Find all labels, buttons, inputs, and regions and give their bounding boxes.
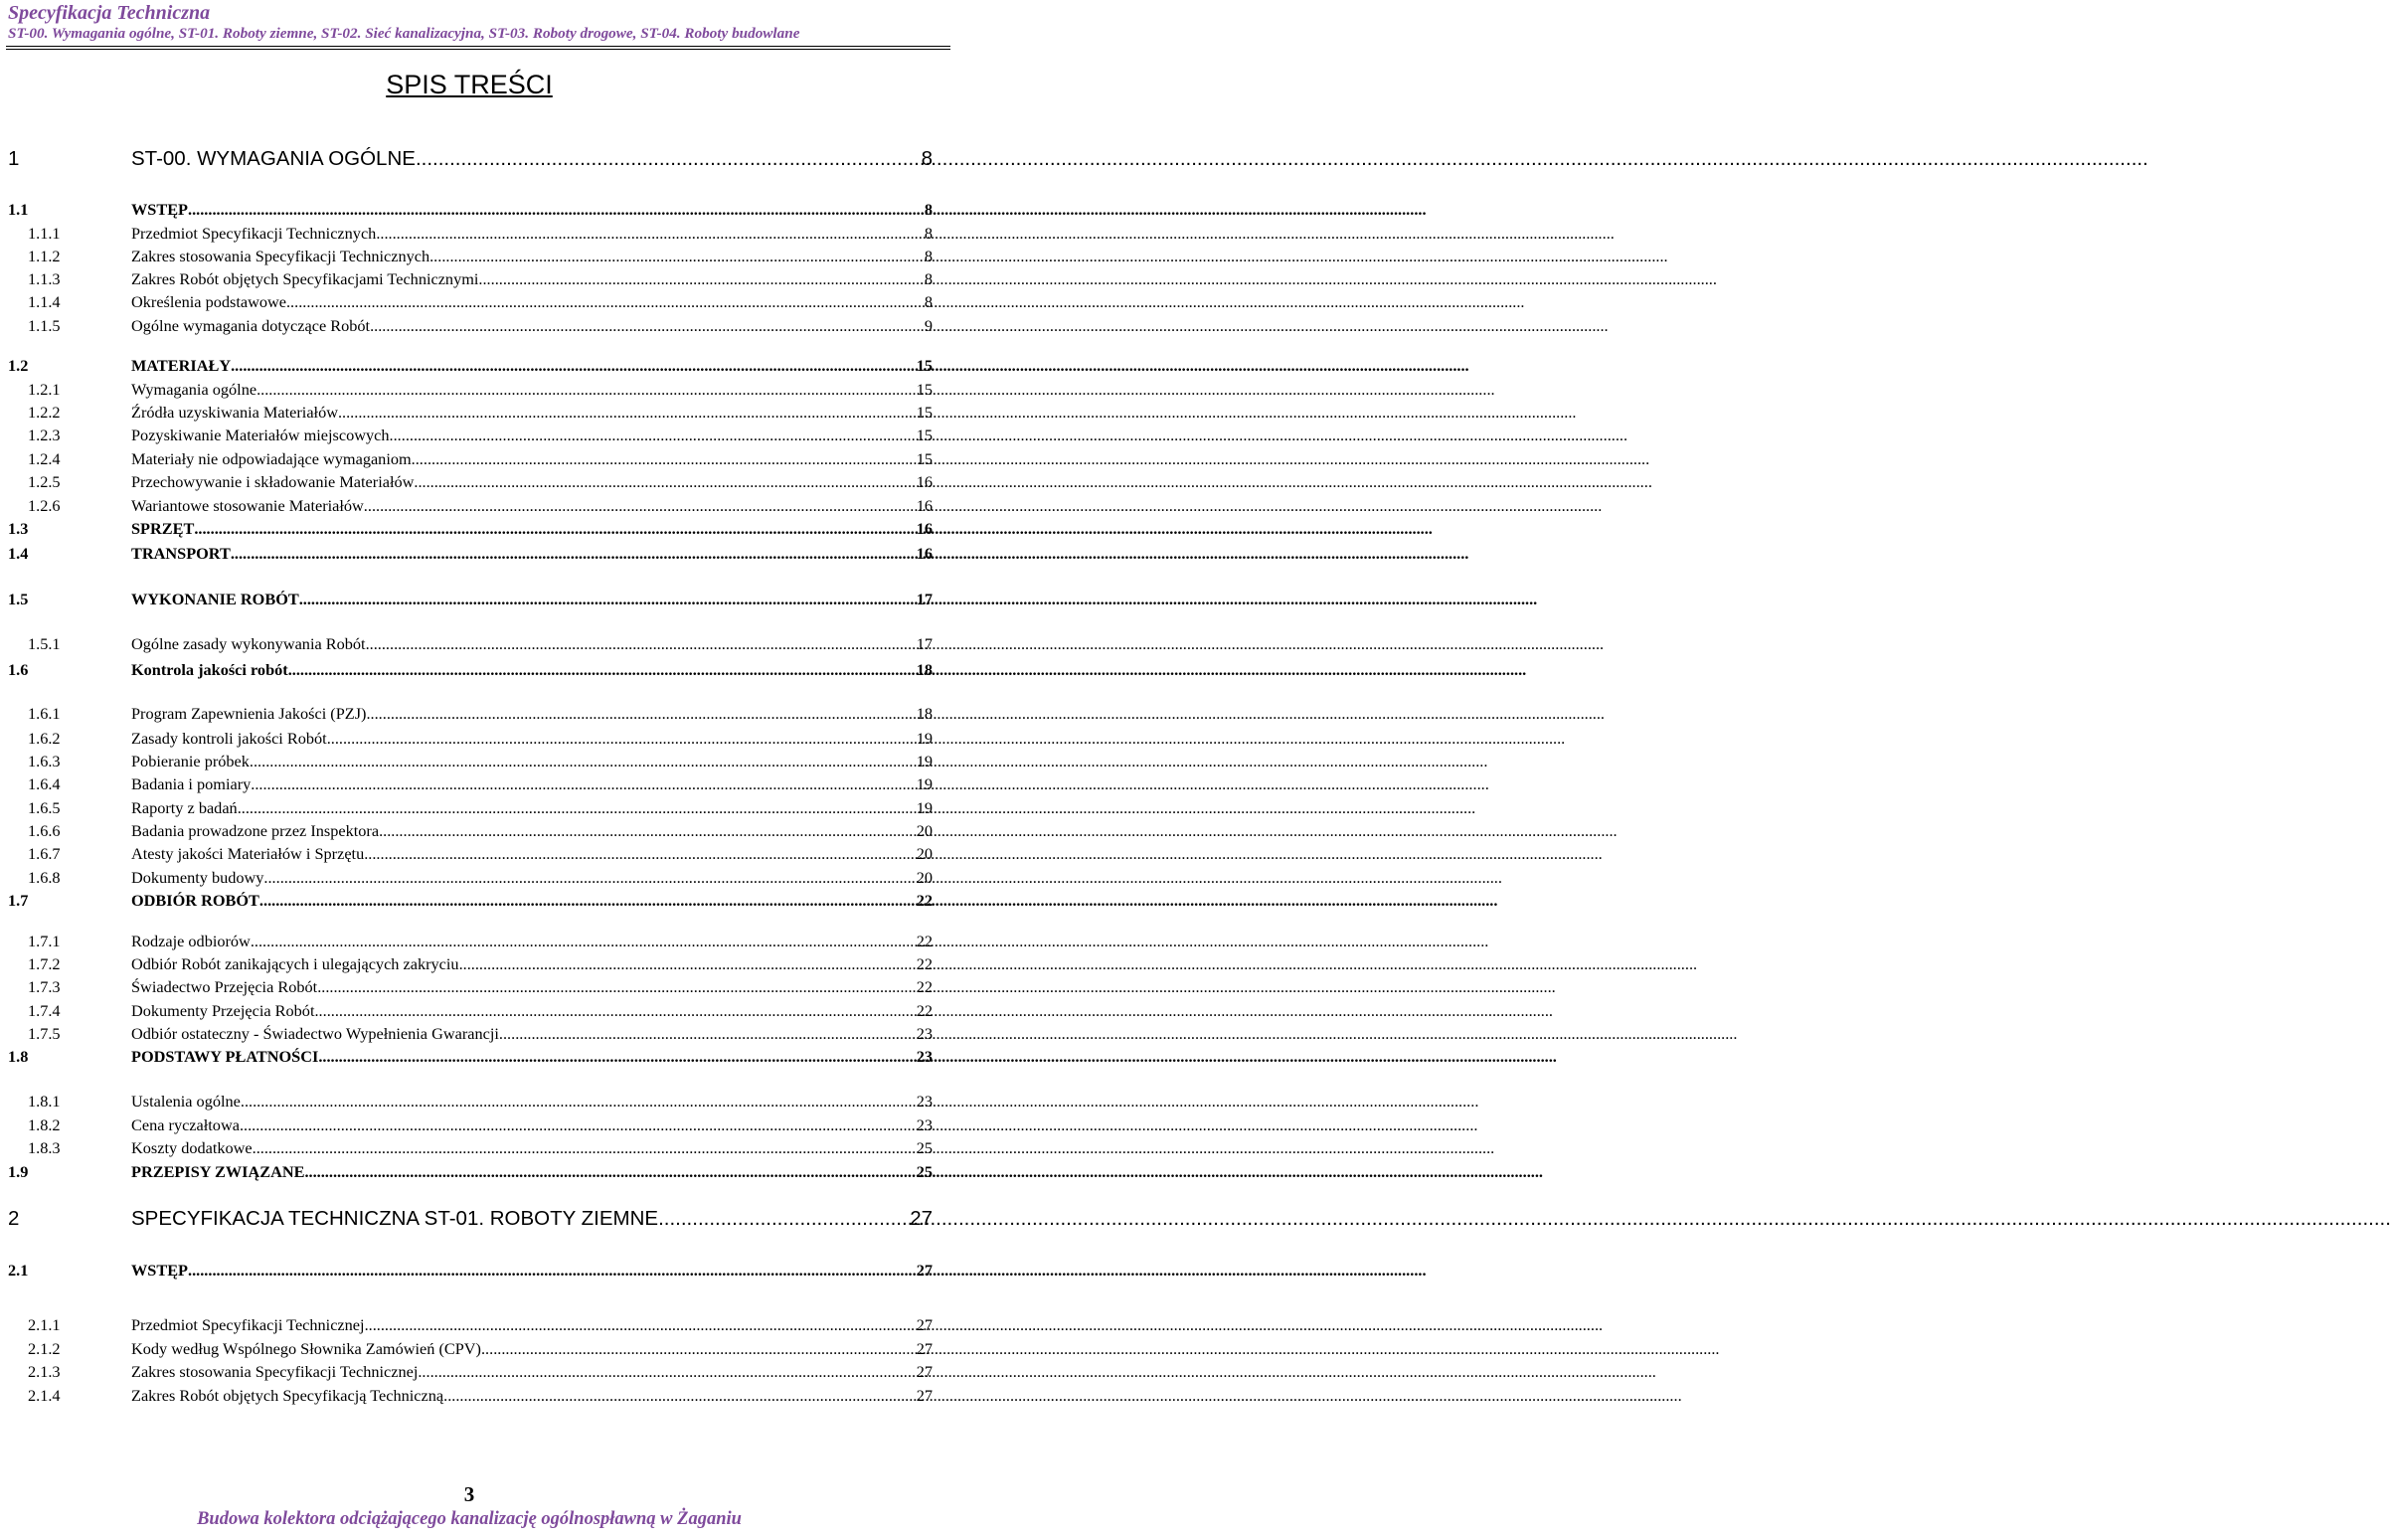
toc-entry-title: Zasady kontroli jakości Robót (131, 729, 327, 748)
toc-entry-leader (194, 519, 916, 539)
footer-title: Budowa kolektora odciążającego kanalizację ogólnospławną w Żaganiu (197, 1509, 742, 1529)
toc-entry[interactable] (8, 977, 933, 997)
toc-entry-number: 1.8 (8, 1047, 29, 1066)
toc-entry[interactable] (8, 660, 933, 680)
toc-entry-page: 8 (924, 200, 933, 219)
toc-entry-leader (240, 1115, 917, 1135)
toc-entry-number: 1.2.6 (28, 496, 61, 515)
toc-entry[interactable] (8, 1001, 933, 1021)
toc-entry-number: 1.6.1 (28, 704, 61, 723)
table-of-contents (0, 0, 954, 1540)
page-number: 3 (463, 1482, 475, 1506)
toc-entry-page: 22 (916, 891, 933, 910)
toc-entry-number: 1.1.2 (28, 247, 61, 265)
toc-entry-title: Materiały nie odpowiadające wymaganiom (131, 449, 412, 468)
toc-entry-page: 16 (916, 519, 933, 538)
toc-entry-title: Zakres Robót objętych Specyfikacjami Technicznymi (131, 269, 479, 288)
toc-entry[interactable] (8, 729, 933, 749)
toc-entry-number: 2 (8, 1207, 20, 1230)
toc-entry-number: 1.7.5 (28, 1024, 61, 1043)
toc-entry-page: 15 (916, 426, 933, 444)
toc-entry-number: 1.6.3 (28, 752, 61, 770)
toc-entry-number: 1.4 (8, 544, 29, 563)
toc-entry[interactable] (8, 403, 933, 423)
toc-entry-title: Przedmiot Specyfikacji Technicznej (131, 1315, 365, 1334)
toc-entry-leader (263, 868, 916, 888)
toc-entry-page: 25 (916, 1162, 933, 1181)
toc-entry[interactable] (8, 1024, 933, 1044)
toc-entry-page: 22 (916, 954, 933, 973)
toc-entry-page: 27 (910, 1207, 933, 1230)
toc-entry-title: Cena ryczałtowa (131, 1115, 240, 1134)
toc-entry-leader (390, 426, 917, 445)
toc-entry-leader (327, 729, 917, 749)
toc-entry-leader (379, 821, 917, 841)
toc-entry-title: Badania prowadzone przez Inspektora (131, 821, 380, 840)
toc-entry-number: 1.7.2 (28, 954, 61, 973)
toc-entry-page: 27 (916, 1261, 933, 1280)
toc-entry-leader (499, 1024, 917, 1044)
toc-entry-leader (231, 544, 917, 564)
toc-entry-leader (250, 752, 917, 771)
toc-entry[interactable] (8, 891, 933, 911)
toc-entry-leader (188, 1261, 917, 1281)
toc-entry[interactable] (8, 752, 933, 771)
toc-entry-title: Program Zapewnienia Jakości (PZJ) (131, 704, 367, 723)
toc-entry-title: WSTĘP (131, 200, 189, 219)
toc-entry-number: 1.1.5 (28, 316, 61, 335)
toc-entry-title: ST-00. WYMAGANIA OGÓLNE (131, 147, 416, 170)
toc-entry-leader (256, 380, 917, 400)
toc-entry-leader (418, 1362, 916, 1382)
toc-entry-leader (318, 1047, 916, 1067)
header-subtitle: ST-00. Wymagania ogólne, ST-01. Roboty ziemne, ST-02. Sieć kanalizacyjna, ST-03. Roboty drogowe, ST-04. Roboty budowlane (8, 25, 800, 42)
toc-entry-page: 22 (916, 1001, 933, 1020)
toc-entry[interactable] (8, 224, 933, 244)
toc-entry-title: Zakres stosowania Specyfikacji Technicznych (131, 247, 430, 265)
toc-entry[interactable] (8, 269, 933, 289)
toc-entry-leader (256, 1138, 917, 1158)
toc-entry-page: 15 (916, 380, 933, 399)
toc-entry-number: 1.6.4 (28, 774, 61, 793)
toc-entry-title: Koszty dodatkowe. (131, 1138, 256, 1157)
toc-entry-leader (251, 932, 917, 951)
toc-entry-leader (370, 316, 925, 336)
toc-entry-title: Określenia podstawowe (131, 292, 286, 311)
toc-entry-number: 1.2.4 (28, 449, 61, 468)
toc-entry-page: 25 (916, 1138, 933, 1157)
toc-entry-title: PODSTAWY PŁATNOŚCI (131, 1047, 319, 1066)
toc-entry-number: 1.7.3 (28, 977, 61, 996)
toc-entry-number: 2.1 (8, 1261, 29, 1280)
toc-entry-title: Świadectwo Przejęcia Robót (131, 977, 318, 996)
toc-entry-number: 1.7.1 (28, 932, 61, 950)
toc-entry-page: 8 (924, 247, 933, 265)
toc-entry[interactable] (8, 316, 933, 336)
toc-entry-number: 1.2.1 (28, 380, 61, 399)
toc-entry-leader (365, 1315, 917, 1335)
toc-entry-number: 1.7.4 (28, 1001, 61, 1020)
toc-entry-number: 1.5 (8, 590, 29, 608)
toc-entry-number: 1.6.2 (28, 729, 61, 748)
toc-entry-title: Pozyskiwanie Materiałów miejscowych (131, 426, 390, 444)
toc-entry-leader (241, 1092, 917, 1112)
toc-entry-page: 18 (916, 660, 933, 679)
toc-entry-page: 8 (924, 269, 933, 288)
toc-entry-title: Kody według Wspólnego Słownika Zamówień (CPV) (131, 1339, 481, 1358)
toc-entry-title: Odbiór ostateczny - Świadectwo Wypełnienia Gwarancji (131, 1024, 499, 1043)
toc-entry-number: 1.5.1 (28, 634, 61, 653)
toc-entry-page: 19 (916, 729, 933, 748)
toc-entry-title: Badania i pomiary (131, 774, 252, 793)
toc-entry-title: Ogólne zasady wykonywania Robót (131, 634, 366, 653)
toc-entry-page: 9 (924, 316, 933, 335)
toc-entry-number: 1.2.2 (28, 403, 61, 422)
toc-entry[interactable] (8, 449, 933, 469)
toc-entry-page: 20 (916, 868, 933, 887)
toc-entry[interactable] (8, 798, 933, 818)
toc-heading: SPIS TREŚCI (386, 70, 553, 99)
toc-entry-number: 1.2.3 (28, 426, 61, 444)
toc-entry-number: 2.1.4 (28, 1386, 61, 1405)
toc-entry[interactable] (8, 774, 933, 794)
toc-entry[interactable] (8, 590, 933, 609)
toc-entry-number: 2.1.1 (28, 1315, 61, 1334)
toc-entry-number: 1.1.1 (28, 224, 61, 243)
toc-entry[interactable] (8, 472, 933, 492)
toc-entry-leader (251, 774, 916, 794)
toc-entry-page: 23 (916, 1024, 933, 1043)
toc-entry-number: 1.6.8 (28, 868, 61, 887)
toc-entry-title: TRANSPORT (131, 544, 231, 563)
toc-entry-title: Ogólne wymagania dotyczące Robót (131, 316, 371, 335)
toc-entry-page: 27 (916, 1339, 933, 1358)
toc-entry-number: 1 (8, 147, 20, 170)
toc-entry-page: 27 (916, 1315, 933, 1334)
toc-entry[interactable] (8, 1386, 933, 1406)
toc-entry-page: 27 (916, 1362, 933, 1381)
toc-entry-leader (443, 1386, 917, 1406)
toc-entry-title: Przechowywanie i składowanie Materiałów (131, 472, 415, 491)
toc-entry-leader (412, 449, 917, 469)
toc-entry-number: 2.1.3 (28, 1362, 61, 1381)
toc-entry-leader (478, 269, 924, 289)
toc-entry-page: 23 (916, 1092, 933, 1111)
toc-entry[interactable] (8, 1339, 933, 1359)
toc-entry-number: 1.8.2 (28, 1115, 61, 1134)
toc-entry-number: 1.1.3 (28, 269, 61, 288)
toc-entry-title: Źródła uzyskiwania Materiałów (131, 403, 338, 422)
toc-entry[interactable] (8, 200, 933, 220)
toc-entry-leader (364, 844, 917, 864)
toc-entry[interactable] (8, 1261, 933, 1281)
toc-entry-title: Kontrola jakości robót (131, 660, 288, 679)
toc-entry-number: 1.2 (8, 356, 29, 375)
toc-entry-number: 1.6.6 (28, 821, 61, 840)
toc-entry-number: 1.2.5 (28, 472, 61, 491)
toc-entry[interactable] (8, 932, 933, 951)
toc-entry-title: Przedmiot Specyfikacji Technicznych (131, 224, 377, 243)
toc-entry-page: 22 (916, 932, 933, 950)
toc-entry-page: 15 (916, 356, 933, 375)
toc-entry[interactable] (8, 1315, 933, 1335)
toc-entry-title: Zakres Robót objętych Specyfikacją Techniczną (131, 1386, 444, 1405)
toc-entry-leader (481, 1339, 917, 1359)
toc-entry-page: 19 (916, 774, 933, 793)
toc-entry-leader (231, 356, 917, 376)
toc-entry-title: PRZEPISY ZWIĄZANE (131, 1162, 305, 1181)
toc-entry-leader (188, 200, 925, 220)
toc-entry[interactable] (8, 821, 933, 841)
toc-entry-title: Dokumenty budowy (131, 868, 264, 887)
toc-entry[interactable] (8, 519, 933, 539)
toc-entry-page: 20 (916, 844, 933, 863)
toc-entry[interactable] (8, 1115, 933, 1135)
toc-entry-leader (304, 1162, 916, 1182)
toc-entry-title: ODBIÓR ROBÓT (131, 891, 259, 910)
toc-entry[interactable] (8, 292, 933, 312)
toc-entry-leader (364, 496, 917, 516)
toc-entry-number: 1.1.4 (28, 292, 61, 311)
toc-entry[interactable] (8, 356, 933, 376)
toc-entry-leader (658, 1207, 910, 1231)
toc-entry[interactable] (8, 954, 933, 974)
toc-entry-title: Atesty jakości Materiałów i Sprzętu (131, 844, 365, 863)
toc-entry-number: 2.1.2 (28, 1339, 61, 1358)
toc-entry-number: 1.1 (8, 200, 29, 219)
toc-entry-leader (288, 660, 917, 680)
toc-entry-page: 17 (916, 590, 933, 608)
toc-entry-number: 1.7 (8, 891, 29, 910)
toc-entry-number: 1.8.3 (28, 1138, 61, 1157)
toc-entry-page: 23 (916, 1115, 933, 1134)
toc-entry-leader (366, 704, 916, 724)
toc-entry-page: 8 (924, 224, 933, 243)
toc-entry-leader (238, 798, 917, 818)
toc-entry-number: 1.6.7 (28, 844, 61, 863)
toc-entry[interactable] (8, 147, 933, 171)
toc-entry[interactable] (8, 426, 933, 445)
toc-entry[interactable] (8, 380, 933, 400)
toc-entry[interactable] (8, 1047, 933, 1067)
toc-entry[interactable] (8, 544, 933, 564)
toc-entry-title: WYKONANIE ROBÓT (131, 590, 299, 608)
toc-entry-number: 1.8.1 (28, 1092, 61, 1111)
toc-entry-leader (314, 1001, 916, 1021)
toc-entry[interactable] (8, 704, 933, 724)
header-title: Specyfikacja Techniczna (8, 2, 211, 24)
toc-entry-title: Ustalenia ogólne (131, 1092, 241, 1111)
toc-entry-title: SPECYFIKACJA TECHNICZNA ST-01. ROBOTY ZIEMNE (131, 1207, 659, 1230)
toc-entry-number: 1.6 (8, 660, 29, 679)
toc-entry-title: Dokumenty Przejęcia Robót (131, 1001, 315, 1020)
toc-entry-leader (376, 224, 925, 244)
toc-entry[interactable] (8, 1138, 933, 1158)
toc-entry[interactable] (8, 1207, 933, 1231)
toc-entry-title: Wariantowe stosowanie Materiałów (131, 496, 364, 515)
toc-entry[interactable] (8, 634, 933, 654)
toc-entry-leader (317, 977, 917, 997)
toc-entry-page: 23 (916, 1047, 933, 1066)
toc-entry-page: 17 (916, 634, 933, 653)
toc-entry[interactable] (8, 1162, 933, 1182)
toc-entry-page: 15 (916, 403, 933, 422)
toc-entry-page: 19 (916, 798, 933, 817)
toc-entry-page: 16 (916, 544, 933, 563)
toc-entry-leader (429, 247, 925, 266)
toc-entry-leader (259, 891, 917, 911)
toc-entry-page: 15 (916, 449, 933, 468)
toc-entry-leader (286, 292, 925, 312)
toc-entry-leader (416, 147, 922, 171)
toc-entry-title: Zakres stosowania Specyfikacji Technicznej (131, 1362, 419, 1381)
toc-entry[interactable] (8, 868, 933, 888)
toc-entry[interactable] (8, 247, 933, 266)
toc-entry-title: Odbiór Robót zanikających i ulegających zakryciu (131, 954, 459, 973)
toc-entry-title: Rodzaje odbiorów (131, 932, 251, 950)
toc-entry-title: Pobieranie próbek (131, 752, 250, 770)
toc-entry-title: Wymagania ogólne (131, 380, 257, 399)
toc-entry-page: 20 (916, 821, 933, 840)
toc-entry-title: Raporty z badań (131, 798, 238, 817)
toc-entry-page: 19 (916, 752, 933, 770)
toc-entry[interactable] (8, 1362, 933, 1382)
toc-entry-title: WSTĘP (131, 1261, 189, 1280)
toc-entry-page: 8 (921, 147, 933, 170)
toc-entry-leader (338, 403, 917, 423)
toc-entry-page: 16 (916, 472, 933, 491)
toc-entry-leader (366, 634, 917, 654)
toc-entry-number: 1.6.5 (28, 798, 61, 817)
toc-entry[interactable] (8, 1092, 933, 1112)
toc-entry-page: 18 (916, 704, 933, 723)
toc-entry-number: 1.9 (8, 1162, 29, 1181)
toc-entry-page: 16 (916, 496, 933, 515)
toc-entry-number: 1.3 (8, 519, 29, 538)
toc-entry[interactable] (8, 844, 933, 864)
toc-entry-title: SPRZĘT (131, 519, 195, 538)
toc-entry-page: 22 (916, 977, 933, 996)
toc-entry-page: 27 (916, 1386, 933, 1405)
toc-entry-leader (414, 472, 916, 492)
toc-entry-leader (299, 590, 917, 609)
toc-entry-title: MATERIAŁY (131, 356, 232, 375)
toc-entry-leader (459, 954, 917, 974)
toc-entry-page: 8 (924, 292, 933, 311)
toc-entry[interactable] (8, 496, 933, 516)
